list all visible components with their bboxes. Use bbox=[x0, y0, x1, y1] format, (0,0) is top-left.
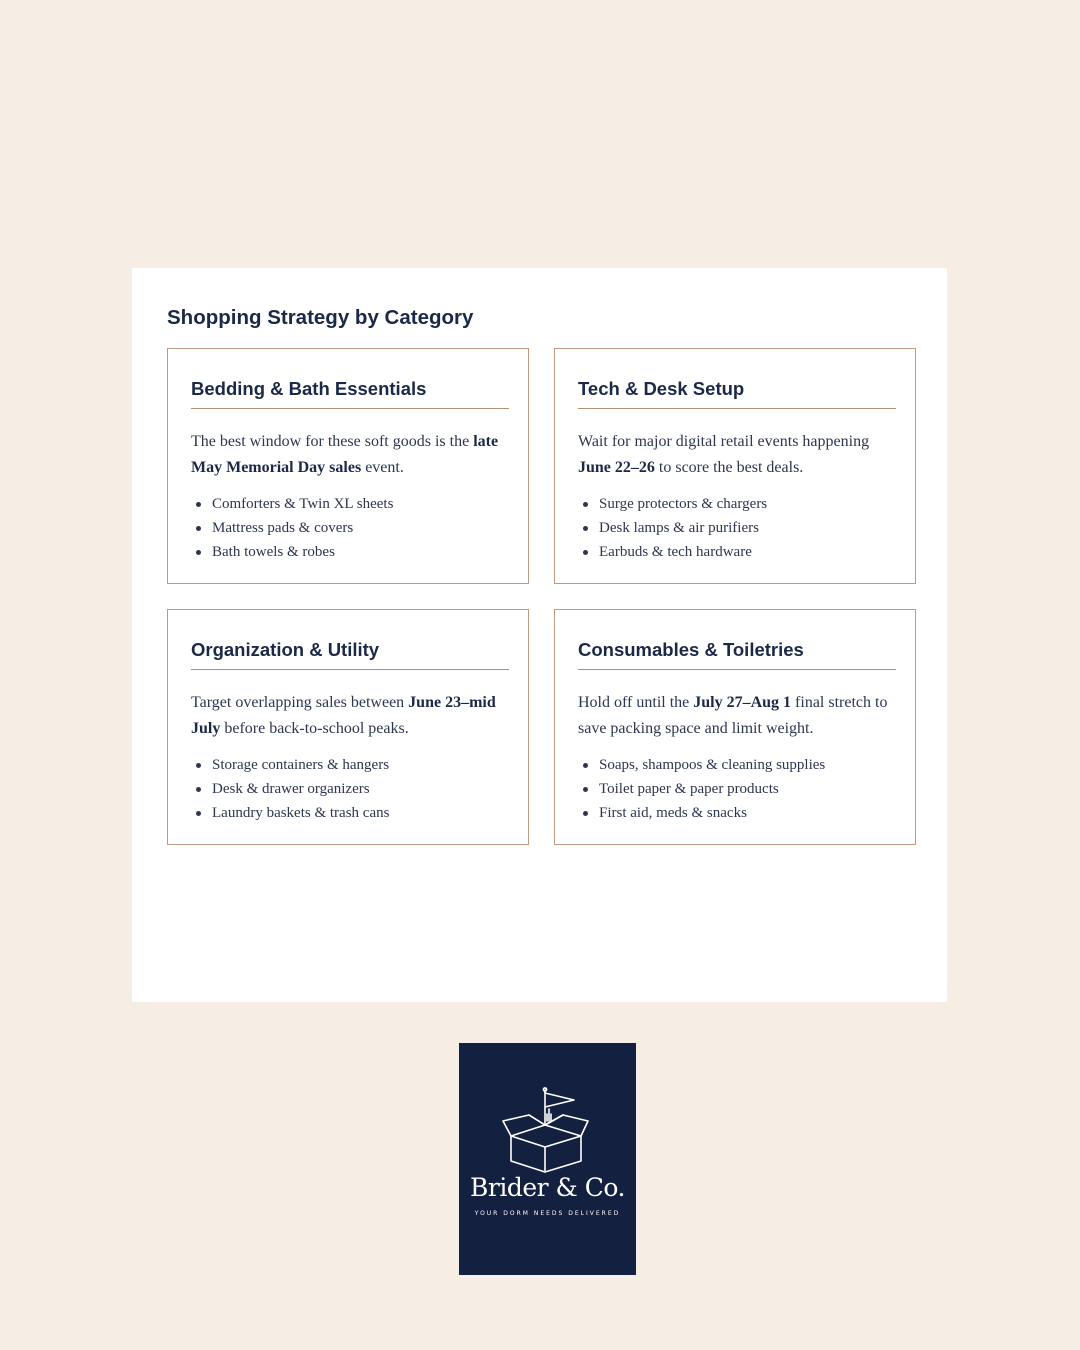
list-item: Desk lamps & air purifiers bbox=[578, 516, 908, 540]
card-description: The best window for these soft goods is the late May Memorial Day sales event. bbox=[191, 433, 499, 476]
card-bedding-bath bbox=[167, 348, 529, 584]
section-title: Shopping Strategy by Category bbox=[167, 306, 474, 329]
list-item: Toilet paper & paper products bbox=[578, 777, 908, 801]
list-item: Soaps, shampoos & cleaning supplies bbox=[578, 753, 908, 777]
list-item: Laundry baskets & trash cans bbox=[191, 801, 521, 825]
list-item: Desk & drawer organizers bbox=[191, 777, 521, 801]
card-consumables-toiletries bbox=[554, 609, 916, 845]
card-organization-utility bbox=[167, 609, 529, 845]
list-item: First aid, meds & snacks bbox=[578, 801, 908, 825]
brand-logo bbox=[459, 1043, 636, 1275]
list-item: Comforters & Twin XL sheets bbox=[191, 492, 521, 516]
card-description: Hold off until the July 27–Aug 1 final stretch to save packing space and limit weight. bbox=[578, 694, 888, 737]
list-item: Mattress pads & covers bbox=[191, 516, 521, 540]
list-item: Storage containers & hangers bbox=[191, 753, 521, 777]
strategy-panel bbox=[132, 268, 947, 1002]
brand-tagline: YOUR DORM NEEDS DELIVERED bbox=[474, 1210, 621, 1217]
list-item: Surge protectors & chargers bbox=[578, 492, 908, 516]
card-description: Target overlapping sales between June 23–mid July before back-to-school peaks. bbox=[191, 694, 496, 737]
card-item-list bbox=[578, 492, 908, 564]
dorm-box-with-flag-icon bbox=[459, 1043, 636, 1275]
card-item-list bbox=[578, 753, 908, 825]
card-title: Bedding & Bath Essentials bbox=[191, 378, 509, 409]
card-item-list bbox=[191, 753, 521, 825]
card-tech-desk bbox=[554, 348, 916, 584]
list-item: Earbuds & tech hardware bbox=[578, 540, 908, 564]
card-title: Tech & Desk Setup bbox=[578, 378, 896, 409]
card-description: Wait for major digital retail events happening June 22–26 to score the best deals. bbox=[578, 433, 870, 476]
card-title: Consumables & Toiletries bbox=[578, 639, 896, 670]
list-item: Bath towels & robes bbox=[191, 540, 521, 564]
card-item-list bbox=[191, 492, 521, 564]
card-title: Organization & Utility bbox=[191, 639, 509, 670]
brand-name: Brider & Co. bbox=[470, 1173, 625, 1202]
